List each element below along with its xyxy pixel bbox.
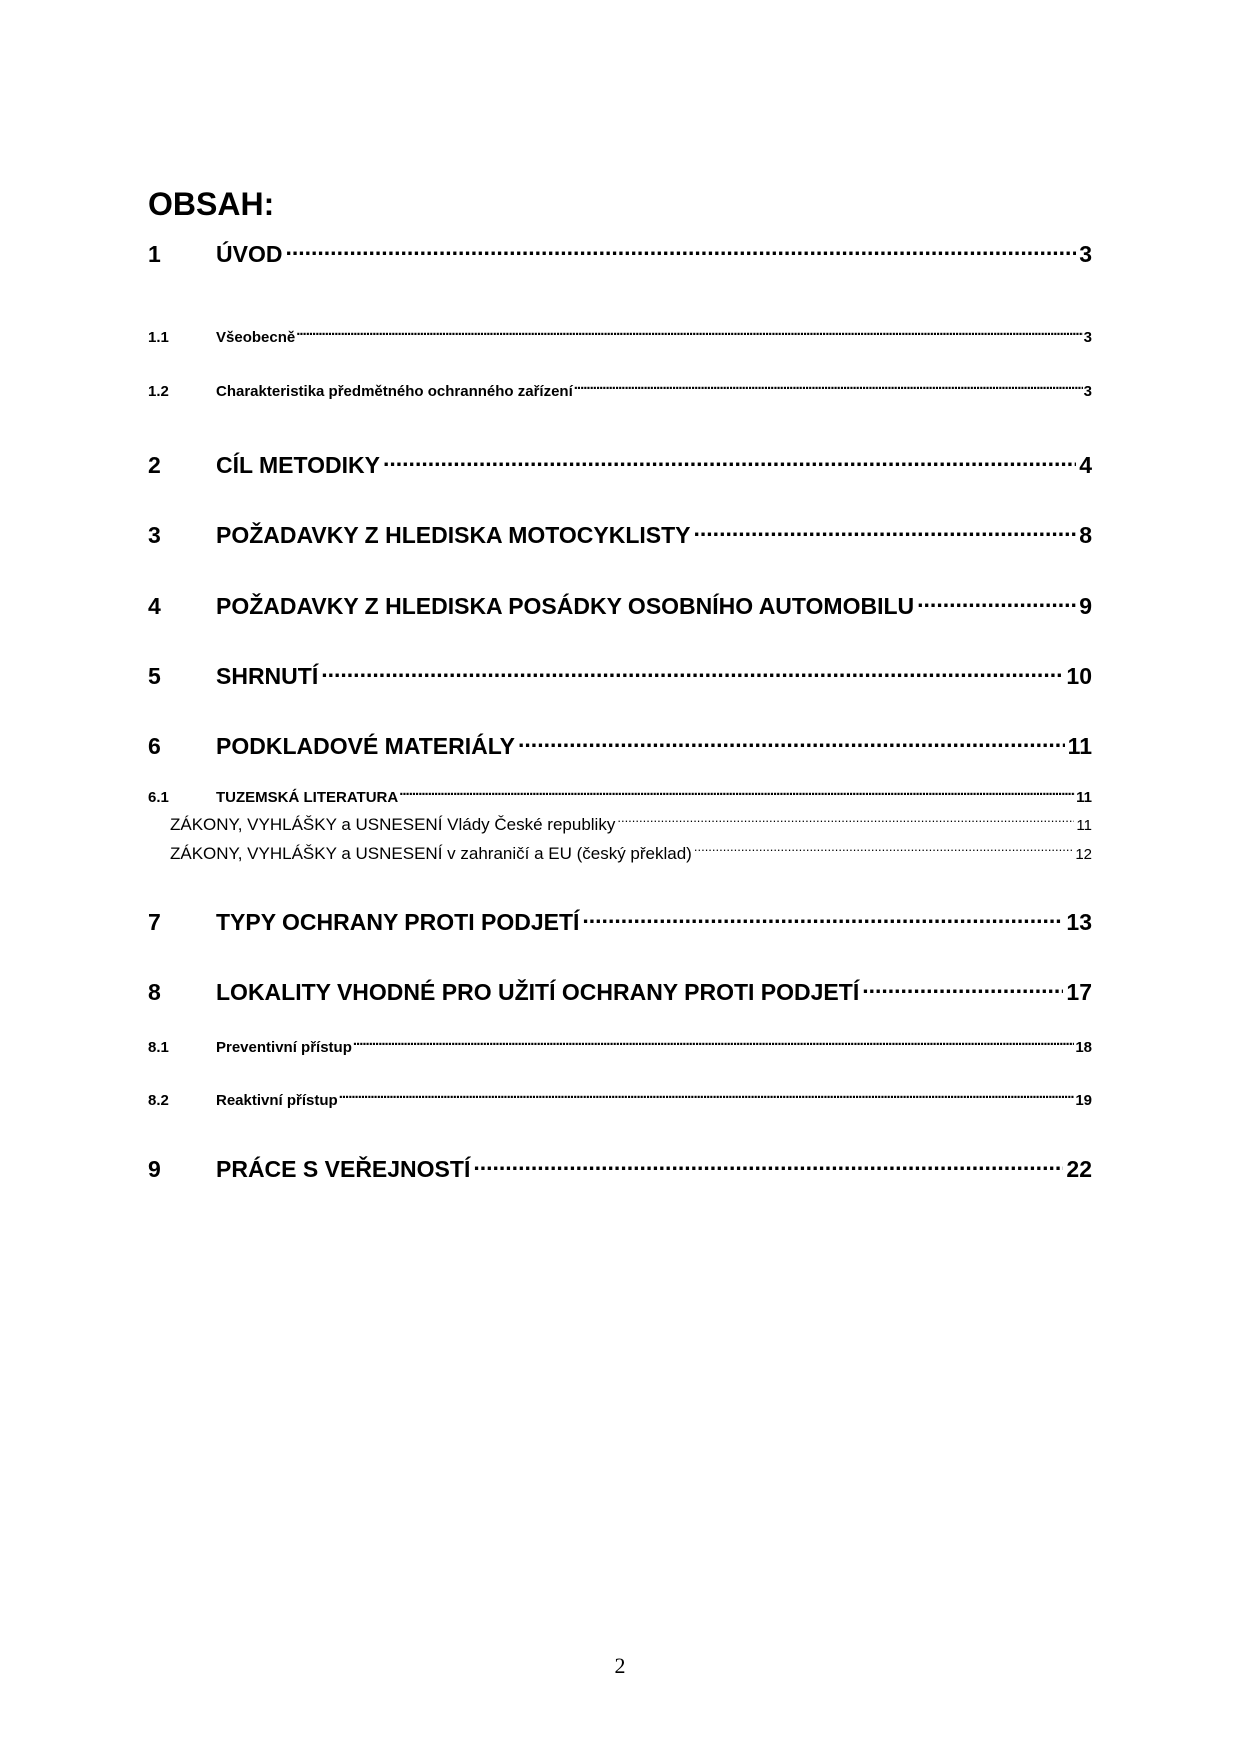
toc-heading: OBSAH: <box>148 186 275 222</box>
toc-entry-page: 12 <box>1075 846 1092 863</box>
toc-entry-number: 8.2 <box>148 1092 169 1109</box>
dot-leader <box>518 724 1065 754</box>
toc-entry-label: Všeobecně <box>216 329 296 346</box>
toc-entry-number: 8.1 <box>148 1039 169 1056</box>
dot-leader <box>617 806 1074 830</box>
toc-entry-number: 1.1 <box>148 329 169 346</box>
dot-leader <box>353 1030 1074 1052</box>
dot-leader <box>574 374 1083 396</box>
toc-entry-page: 22 <box>1066 1156 1092 1182</box>
toc-entry-label: POŽADAVKY Z HLEDISKA MOTOCYKLISTY <box>216 522 691 548</box>
dot-leader <box>917 584 1076 614</box>
toc-entry-page: 11 <box>1076 789 1092 806</box>
toc-entry-chapter[interactable] <box>148 1147 1092 1182</box>
toc-entry-chapter[interactable] <box>148 584 1092 619</box>
toc-entry-number: 6.1 <box>148 789 169 806</box>
toc-entry-section[interactable] <box>148 1030 1092 1056</box>
toc-entry-section[interactable] <box>148 320 1092 346</box>
dot-leader <box>383 443 1076 473</box>
toc-entry-number: 4 <box>148 593 161 619</box>
dot-leader <box>321 654 1063 684</box>
toc-entry-page: 18 <box>1075 1039 1092 1056</box>
toc-entry-chapter[interactable] <box>148 970 1092 1005</box>
toc-entry-number: 1.2 <box>148 383 169 400</box>
toc-entry-chapter[interactable] <box>148 443 1092 478</box>
toc-entry-label: PRÁCE S VEŘEJNOSTÍ <box>216 1156 471 1182</box>
dot-leader <box>694 513 1077 543</box>
toc-entry-number: 5 <box>148 663 161 689</box>
toc-entry-chapter[interactable] <box>148 232 1092 267</box>
toc-entry-page: 3 <box>1083 329 1092 346</box>
toc-entry-section[interactable] <box>148 780 1092 806</box>
toc-entry-number: 8 <box>148 979 161 1005</box>
toc-entry-section[interactable] <box>148 374 1092 400</box>
toc-entry-chapter[interactable] <box>148 900 1092 935</box>
dot-leader <box>862 970 1063 1000</box>
dot-leader <box>339 1083 1075 1105</box>
toc-entry-chapter[interactable] <box>148 724 1092 759</box>
dot-leader <box>473 1147 1063 1177</box>
toc-entry-section[interactable] <box>148 1083 1092 1109</box>
toc-entry-page: 9 <box>1079 593 1092 619</box>
dot-leader <box>399 780 1075 802</box>
dot-leader <box>694 835 1073 859</box>
toc-entry-page: 4 <box>1079 452 1092 478</box>
toc-entry-number: 6 <box>148 733 161 759</box>
toc-entry-page: 10 <box>1066 663 1092 689</box>
toc-entry-label: TUZEMSKÁ LITERATURA <box>216 789 399 806</box>
toc-entry-label: SHRNUTÍ <box>216 663 319 689</box>
toc-entry-label: TYPY OCHRANY PROTI PODJETÍ <box>216 909 580 935</box>
toc-entry-chapter[interactable] <box>148 513 1092 548</box>
page-number: 2 <box>614 1653 626 1678</box>
toc-entry-page: 8 <box>1079 522 1092 548</box>
toc-entry-subsection[interactable] <box>170 835 1092 863</box>
toc-entry-number: 9 <box>148 1156 161 1182</box>
toc-entry-number: 3 <box>148 522 161 548</box>
toc-entry-label: POŽADAVKY Z HLEDISKA POSÁDKY OSOBNÍHO AUTOMOBILU <box>216 593 915 619</box>
dot-leader <box>285 232 1076 262</box>
toc-entry-page: 11 <box>1067 733 1092 759</box>
toc-entry-page: 13 <box>1066 909 1092 935</box>
toc-entry-label: CÍL METODIKY <box>216 452 380 478</box>
toc-entry-label: ZÁKONY, VYHLÁŠKY a USNESENÍ Vlády České republiky <box>170 815 616 834</box>
toc-entry-page: 3 <box>1083 383 1092 400</box>
toc-entry-chapter[interactable] <box>148 654 1092 689</box>
toc-entry-label: ÚVOD <box>216 241 283 267</box>
dot-leader <box>582 900 1063 930</box>
toc-entry-number: 1 <box>148 241 161 267</box>
toc-entry-label: Preventivní přístup <box>216 1039 352 1056</box>
toc-entry-page: 17 <box>1066 979 1092 1005</box>
dot-leader <box>296 320 1082 342</box>
toc-entry-label: Reaktivní přístup <box>216 1092 338 1109</box>
toc-entry-label: PODKLADOVÉ MATERIÁLY <box>216 733 516 759</box>
toc-entry-page: 3 <box>1079 241 1092 267</box>
toc-entry-label: LOKALITY VHODNÉ PRO UŽITÍ OCHRANY PROTI PODJETÍ <box>216 979 860 1005</box>
toc-entry-number: 2 <box>148 452 161 478</box>
toc-entry-subsection[interactable] <box>170 806 1092 834</box>
toc-entry-page: 11 <box>1076 817 1092 834</box>
toc-entry-label: Charakteristika předmětného ochranného zařízení <box>216 383 573 400</box>
toc-entry-label: ZÁKONY, VYHLÁŠKY a USNESENÍ v zahraničí a EU (český překlad) <box>170 844 692 863</box>
toc-entry-page: 19 <box>1075 1092 1092 1109</box>
toc-entry-number: 7 <box>148 909 161 935</box>
